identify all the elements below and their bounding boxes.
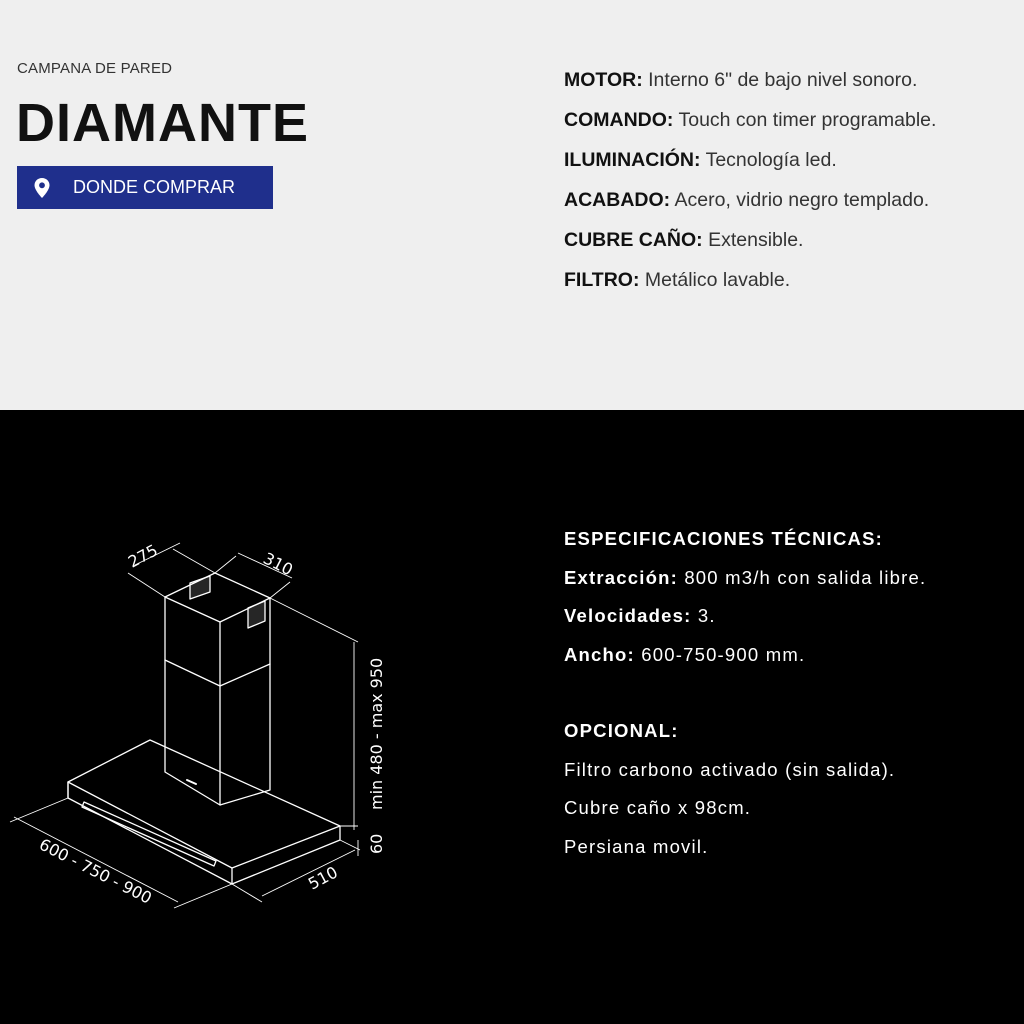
specs-heading: ESPECIFICACIONES TÉCNICAS: [564,528,884,549]
feature-value: Extensible. [708,229,804,251]
spec-item [564,597,1014,636]
product-header-section [0,0,1024,410]
feature-label: COMANDO: [564,109,674,131]
feature-item [564,222,1024,262]
optional-item: Cubre caño x 98cm. [564,797,752,818]
optional-item: Filtro carbono activado (sin salida). [564,758,896,780]
spec-label: Ancho: [564,643,635,665]
spec-value: 600-750-900 mm. [641,643,806,665]
feature-item [564,102,1024,142]
map-pin-icon [33,177,51,199]
product-title: DIAMANTE [16,93,309,153]
feature-item [564,62,1024,102]
product-category: CAMPANA DE PARED [17,60,173,77]
hood-dimension-drawing [0,410,520,1024]
dim-chimney-depth: 275 [124,540,161,572]
feature-value: Acero, vidrio negro templado. [674,189,930,211]
optional-item: Persiana movil. [564,835,709,857]
feature-item [564,142,1024,182]
where-to-buy-button[interactable] [17,166,273,209]
spec-item [564,636,1014,675]
feature-item [564,262,1024,302]
feature-label: MOTOR: [564,69,643,91]
dim-canopy-height: 60 [367,833,386,854]
feature-list [564,62,1024,302]
spec-label: Extracción: [564,566,678,588]
feature-label: ACABADO: [564,189,671,211]
spec-label: Velocidades: [564,605,692,626]
optional-heading: OPCIONAL: [564,720,679,741]
dim-width: 600 - 750 - 900 [36,834,155,908]
feature-label: CUBRE CAÑO: [564,229,703,251]
feature-item [564,182,1024,222]
feature-value: Tecnología led. [705,149,837,171]
spec-item [564,559,1014,598]
feature-label: ILUMINACIÓN: [564,149,701,171]
spec-value: 3. [697,605,716,626]
spec-value: 800 m3/h con salida libre. [684,566,927,588]
dim-depth: 510 [304,862,341,894]
dim-chimney-width: 310 [260,548,297,580]
dim-height: min 480 - max 950 [367,657,386,810]
feature-value: Touch con timer programable. [678,109,937,131]
where-to-buy-label: DONDE COMPRAR [73,177,236,197]
feature-value: Interno 6" de bajo nivel sonoro. [648,69,918,91]
technical-specs [564,520,1014,866]
technical-section [0,410,1024,1024]
feature-value: Metálico lavable. [644,269,791,291]
feature-label: FILTRO: [564,269,640,291]
